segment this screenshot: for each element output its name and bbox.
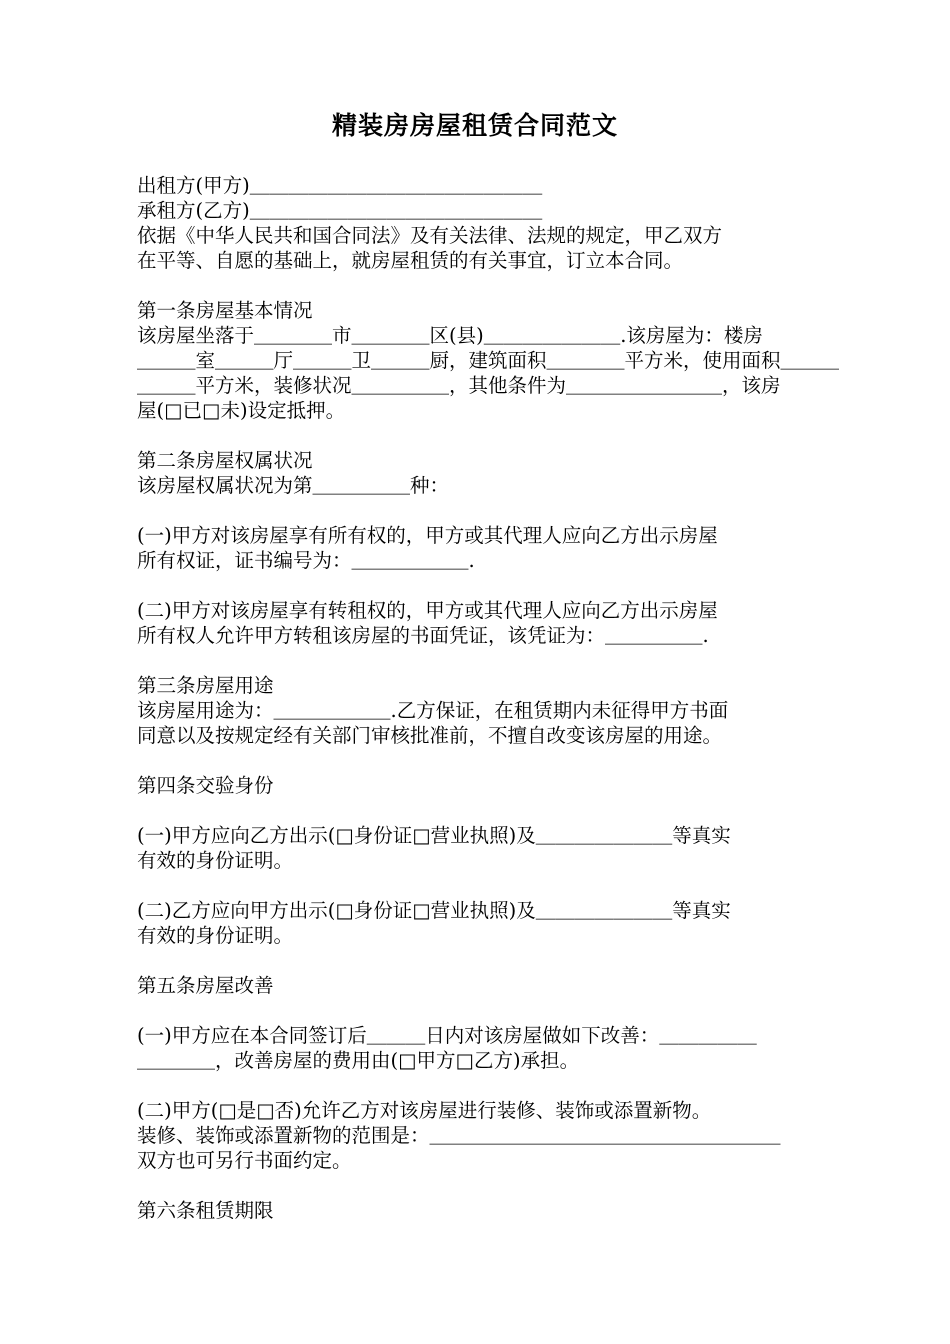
article-5-item-2-line-1: (二)甲方(□是□否)允许乙方对该房屋进行装修、装饰或添置新物。 <box>137 1099 712 1122</box>
article-3-line-1: 该房屋用途为：＿＿＿＿＿＿.乙方保证，在租赁期内未征得甲方书面 <box>137 699 729 722</box>
article-1-line-1: 该房屋坐落于＿＿＿＿市＿＿＿＿区(县)＿＿＿＿＿＿＿.该房屋为：楼房 <box>137 324 763 347</box>
article-4-item-2-line-1: (二)乙方应向甲方出示(□身份证□营业执照)及＿＿＿＿＿＿＿等真实 <box>137 899 731 922</box>
document-body <box>137 173 840 1223</box>
article-1-line-3: ＿＿＿平方米，装修状况＿＿＿＿＿，其他条件为＿＿＿＿＿＿＿＿，该房 <box>137 374 781 397</box>
article-4-heading: 第四条交验身份 <box>137 774 274 797</box>
lessor-line: 出租方(甲方)＿＿＿＿＿＿＿＿＿＿＿＿＿＿＿ <box>137 174 543 197</box>
article-2-line-1: 该房屋权属状况为第＿＿＿＿＿种： <box>137 474 450 497</box>
article-3-line-2: 同意以及按规定经有关部门审核批准前，不擅自改变该房屋的用途。 <box>137 724 723 747</box>
article-4-item-1-line-1: (一)甲方应向乙方出示(□身份证□营业执照)及＿＿＿＿＿＿＿等真实 <box>137 824 731 847</box>
lessee-line: 承租方(乙方)＿＿＿＿＿＿＿＿＿＿＿＿＿＿＿ <box>137 199 543 222</box>
article-4-item-2-line-2: 有效的身份证明。 <box>137 924 294 947</box>
article-1-line-4: 屋(□已□未)设定抵押。 <box>137 399 346 422</box>
article-2-heading: 第二条房屋权属状况 <box>137 449 313 472</box>
article-5-item-1-line-2: ＿＿＿＿，改善房屋的费用由(□甲方□乙方)承担。 <box>137 1049 580 1072</box>
article-5-heading: 第五条房屋改善 <box>137 974 274 997</box>
article-1-line-2: ＿＿＿室＿＿＿厅＿＿＿卫＿＿＿厨，建筑面积＿＿＿＿平方米，使用面积＿＿＿ <box>137 349 840 372</box>
article-2-item-1-line-1: (一)甲方对该房屋享有所有权的，甲方或其代理人应向乙方出示房屋 <box>137 524 718 547</box>
article-6-heading: 第六条租赁期限 <box>137 1199 274 1222</box>
article-5-item-2-line-2: 装修、装饰或添置新物的范围是：＿＿＿＿＿＿＿＿＿＿＿＿＿＿＿＿＿＿ <box>137 1124 781 1147</box>
article-5-item-2-line-3: 双方也可另行书面约定。 <box>137 1149 352 1172</box>
article-4-item-1-line-2: 有效的身份证明。 <box>137 849 294 872</box>
article-2-item-2-line-2: 所有权人允许甲方转租该房屋的书面凭证，该凭证为：＿＿＿＿＿. <box>137 624 709 647</box>
article-5-item-1-line-1: (一)甲方应在本合同签订后＿＿＿日内对该房屋做如下改善：＿＿＿＿＿ <box>137 1024 757 1047</box>
article-1-heading: 第一条房屋基本情况 <box>137 299 313 322</box>
article-2-item-2-line-1: (二)甲方对该房屋享有转租权的，甲方或其代理人应向乙方出示房屋 <box>137 599 718 622</box>
article-3-heading: 第三条房屋用途 <box>137 674 274 697</box>
preamble-line-2: 在平等、自愿的基础上，就房屋租赁的有关事宜，订立本合同。 <box>137 249 684 272</box>
article-2-item-1-line-2: 所有权证，证书编号为：＿＿＿＿＿＿. <box>137 549 475 572</box>
preamble-line-1: 依据《中华人民共和国合同法》及有关法律、法规的规定，甲乙双方 <box>137 224 723 247</box>
document-title: 精装房房屋租赁合同范文 <box>331 111 618 140</box>
